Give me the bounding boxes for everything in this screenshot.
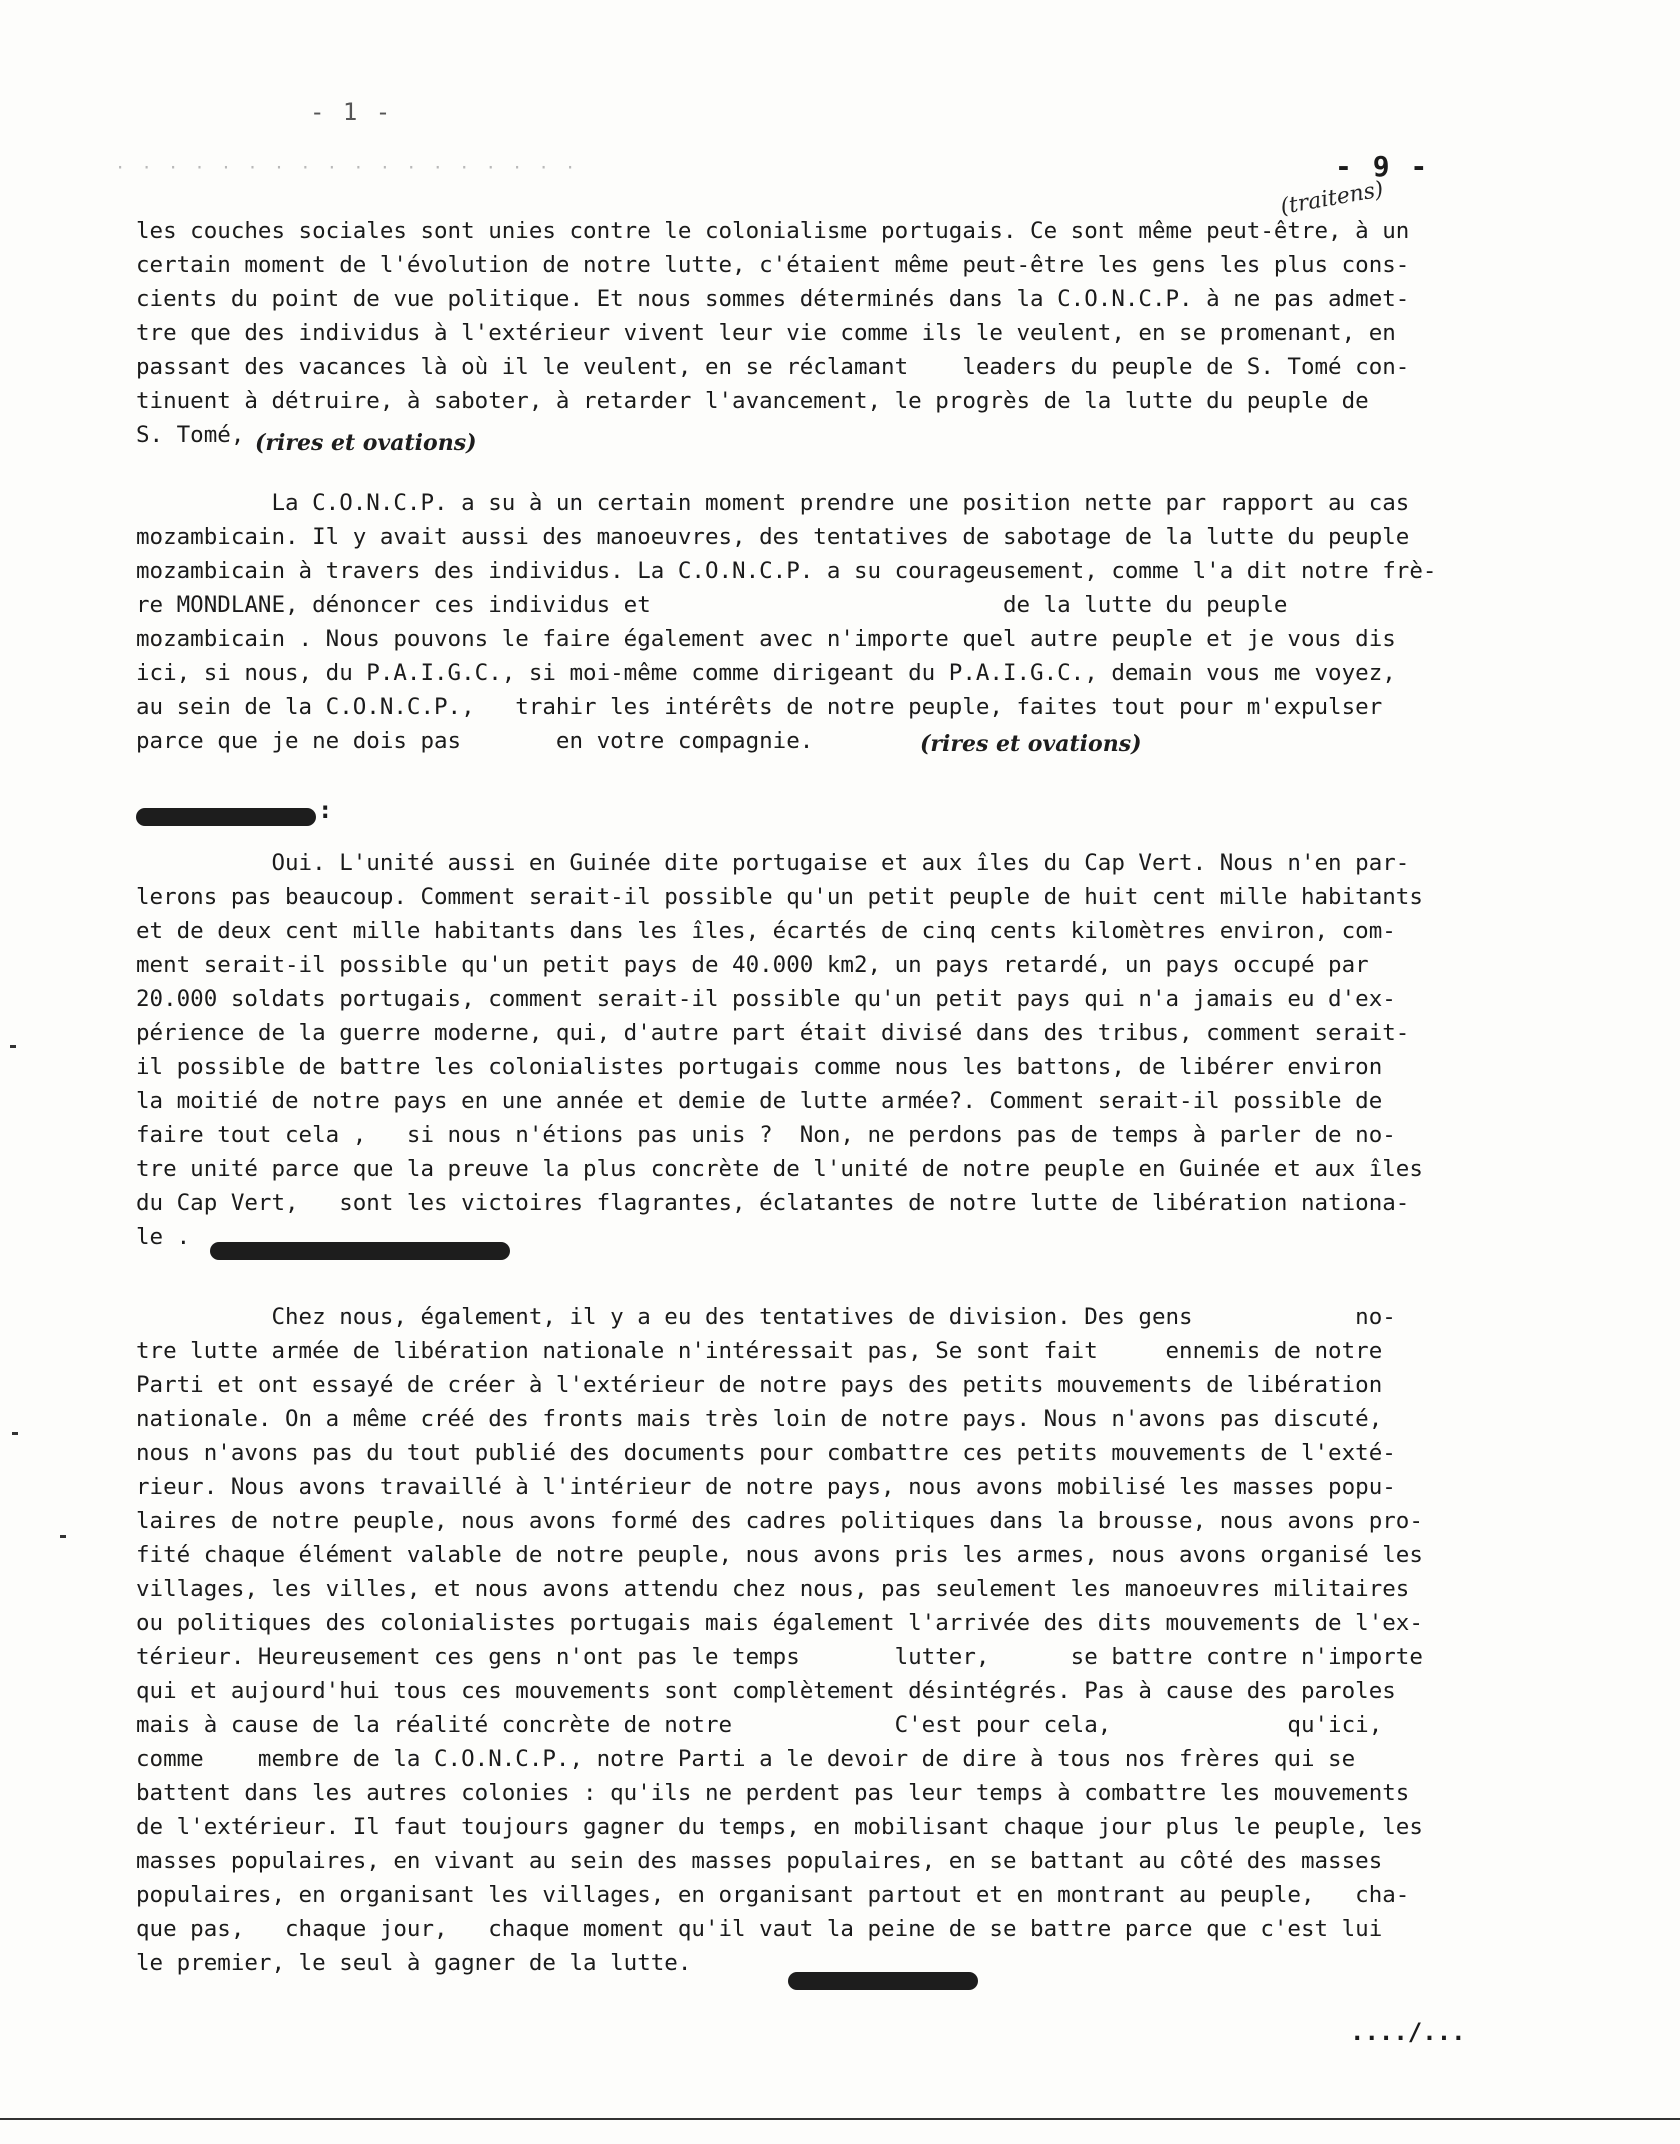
margin-tick	[10, 1045, 16, 1048]
speaker-colon: :	[318, 796, 333, 824]
paragraph-1: les couches sociales sont unies contre le colonialisme portugais. Ce sont même peut-être, à un certain moment de l'évolution de notre lutte, c'étaient même peut-être les gens les plus cons- cients du point de vue politique. Et nous sommes déterminés dans la C.O.N.C.P. à ne pas admet- tre que des individus à l'extérieur vivent leur vie comme ils le veulent, en se promenant, en passant des vacances là où il le veulent, en se réclamant leaders du peuple de S. Tomé con- tinuent à détruire, à saboter, à retarder l'avancement, le progrès de la lutte du peuple de S. Tomé,	[136, 218, 1410, 448]
redaction-blot	[136, 808, 316, 826]
handwritten-annotation: (traitens)	[1278, 177, 1386, 220]
margin-tick	[60, 1535, 66, 1538]
faint-bleed-through-line: · · · · · · · · · · · · · · · · · ·	[115, 158, 579, 178]
continuation-mark: ..../...	[1350, 2018, 1466, 2046]
page-number: - 9 -	[1335, 150, 1430, 183]
margin-tick	[12, 1432, 18, 1435]
paragraph-4: Chez nous, également, il y a eu des tentatives de division. Des gens no- tre lutte armée de libération nationale n'intéressait pas, Se sont fait ennemis de notre Parti et ont essayé de créer à l'extérieur de notre pays des petits mouvements de libération nationale. On a même créé des fronts mais très loin de notre pays. Nous n'avons pas discuté, nous n'avons pas du tout publié des documents pour combattre ces petits mouvements de l'exté- rieur. Nous avons travaillé à l'intérieur de notre pays, nous avons mobilisé les masses popu- laires de notre peuple, nous avons formé des cadres politiques dans la brousse, nous avons pro- fité chaque élément valable de notre peuple, nous avons pris les armes, nous avons organisé les villages, les villes, et nous avons attendu chez nous, pas seulement les manoeuvres militaires ou politiques des colonialistes portugais mais également l'arrivée des dits mouvements de l'ex- térieur. Heureusement ces gens n'ont pas le temps lutter, se battre contre n'importe qui et aujourd'hui tous ces mouvements sont complètement désintégrés. Pas à cause des paroles mais à cause de la réalité concrète de notre C'est pour cela, qu'ici, comme membre de la C.O.N.C.P., notre Parti a le devoir de dire à tous nos frères qui se battent dans les autres colonies : qu'ils ne perdent pas leur temps à combattre les mouvements de l'extérieur. Il faut toujours gagner du temps, en mobilisant chaque jour plus le peuple, les masses populaires, en vivant au sein des masses populaires, en se battant au côté des masses populaires, en organisant les villages, en organisant partout et en montrant au peuple, cha- que pas, chaque jour, chaque moment qu'il vaut la peine de se battre parce que c'est lui le premier, le seul à gagner de la lutte.	[136, 1304, 1423, 1976]
paragraph-3: Oui. L'unité aussi en Guinée dite portugaise et aux îles du Cap Vert. Nous n'en par- lerons pas beaucoup. Comment serait-il possible qu'un petit peuple de huit cent mille habitants et de deux cent mille habitants dans les îles, écartés de cinq cents kilomètres environ, com- ment serait-il possible qu'un petit pays de 40.000 km2, un pays retardé, un pays occupé par 20.000 soldats portugais, comment serait-il possible qu'un petit pays qui n'a jamais eu d'ex- périence de la guerre moderne, qui, d'autre part était divisé dans des tribus, comment serait- il possible de battre les colonialistes portugais comme nous les battons, de libérer environ la moitié de notre pays en une année et demie de lutte armée?. Comment serait-il possible de faire tout cela , si nous n'étions pas unis ? Non, ne perdons pas de temps à parler de no- tre unité parce que la preuve la plus concrète de l'unité de notre peuple en Guinée et aux îles du Cap Vert, sont les victoires flagrantes, éclatantes de notre lutte de libération nationa- le .	[136, 850, 1423, 1250]
struck-out-annotation: (rires et ovations)	[920, 731, 1142, 757]
redaction-blot	[788, 1972, 978, 1990]
redaction-blot	[210, 1242, 510, 1260]
paragraph-2: La C.O.N.C.P. a su à un certain moment prendre une position nette par rapport au cas mozambicain. Il y avait aussi des manoeuvres, des tentatives de sabotage de la lutte du peuple mozambicain à travers des individus. La C.O.N.C.P. a su courageusement, comme l'a dit notre frè- re MONDLANE, dénoncer ces individus et de la lutte du peuple mozambicain . Nous pouvons le faire également avec n'importe quel autre peuple et je vous dis ici, si nous, du P.A.I.G.C., si moi-même comme dirigeant du P.A.I.G.C., demain vous me voyez, au sein de la C.O.N.C.P., trahir les intérêts de notre peuple, faites tout pour m'expulser parce que je ne dois pas en votre compagnie.	[136, 490, 1437, 754]
struck-out-annotation: (rires et ovations)	[255, 430, 477, 456]
top-marker: - 1 -	[310, 98, 393, 126]
scan-edge-line	[0, 2118, 1680, 2120]
